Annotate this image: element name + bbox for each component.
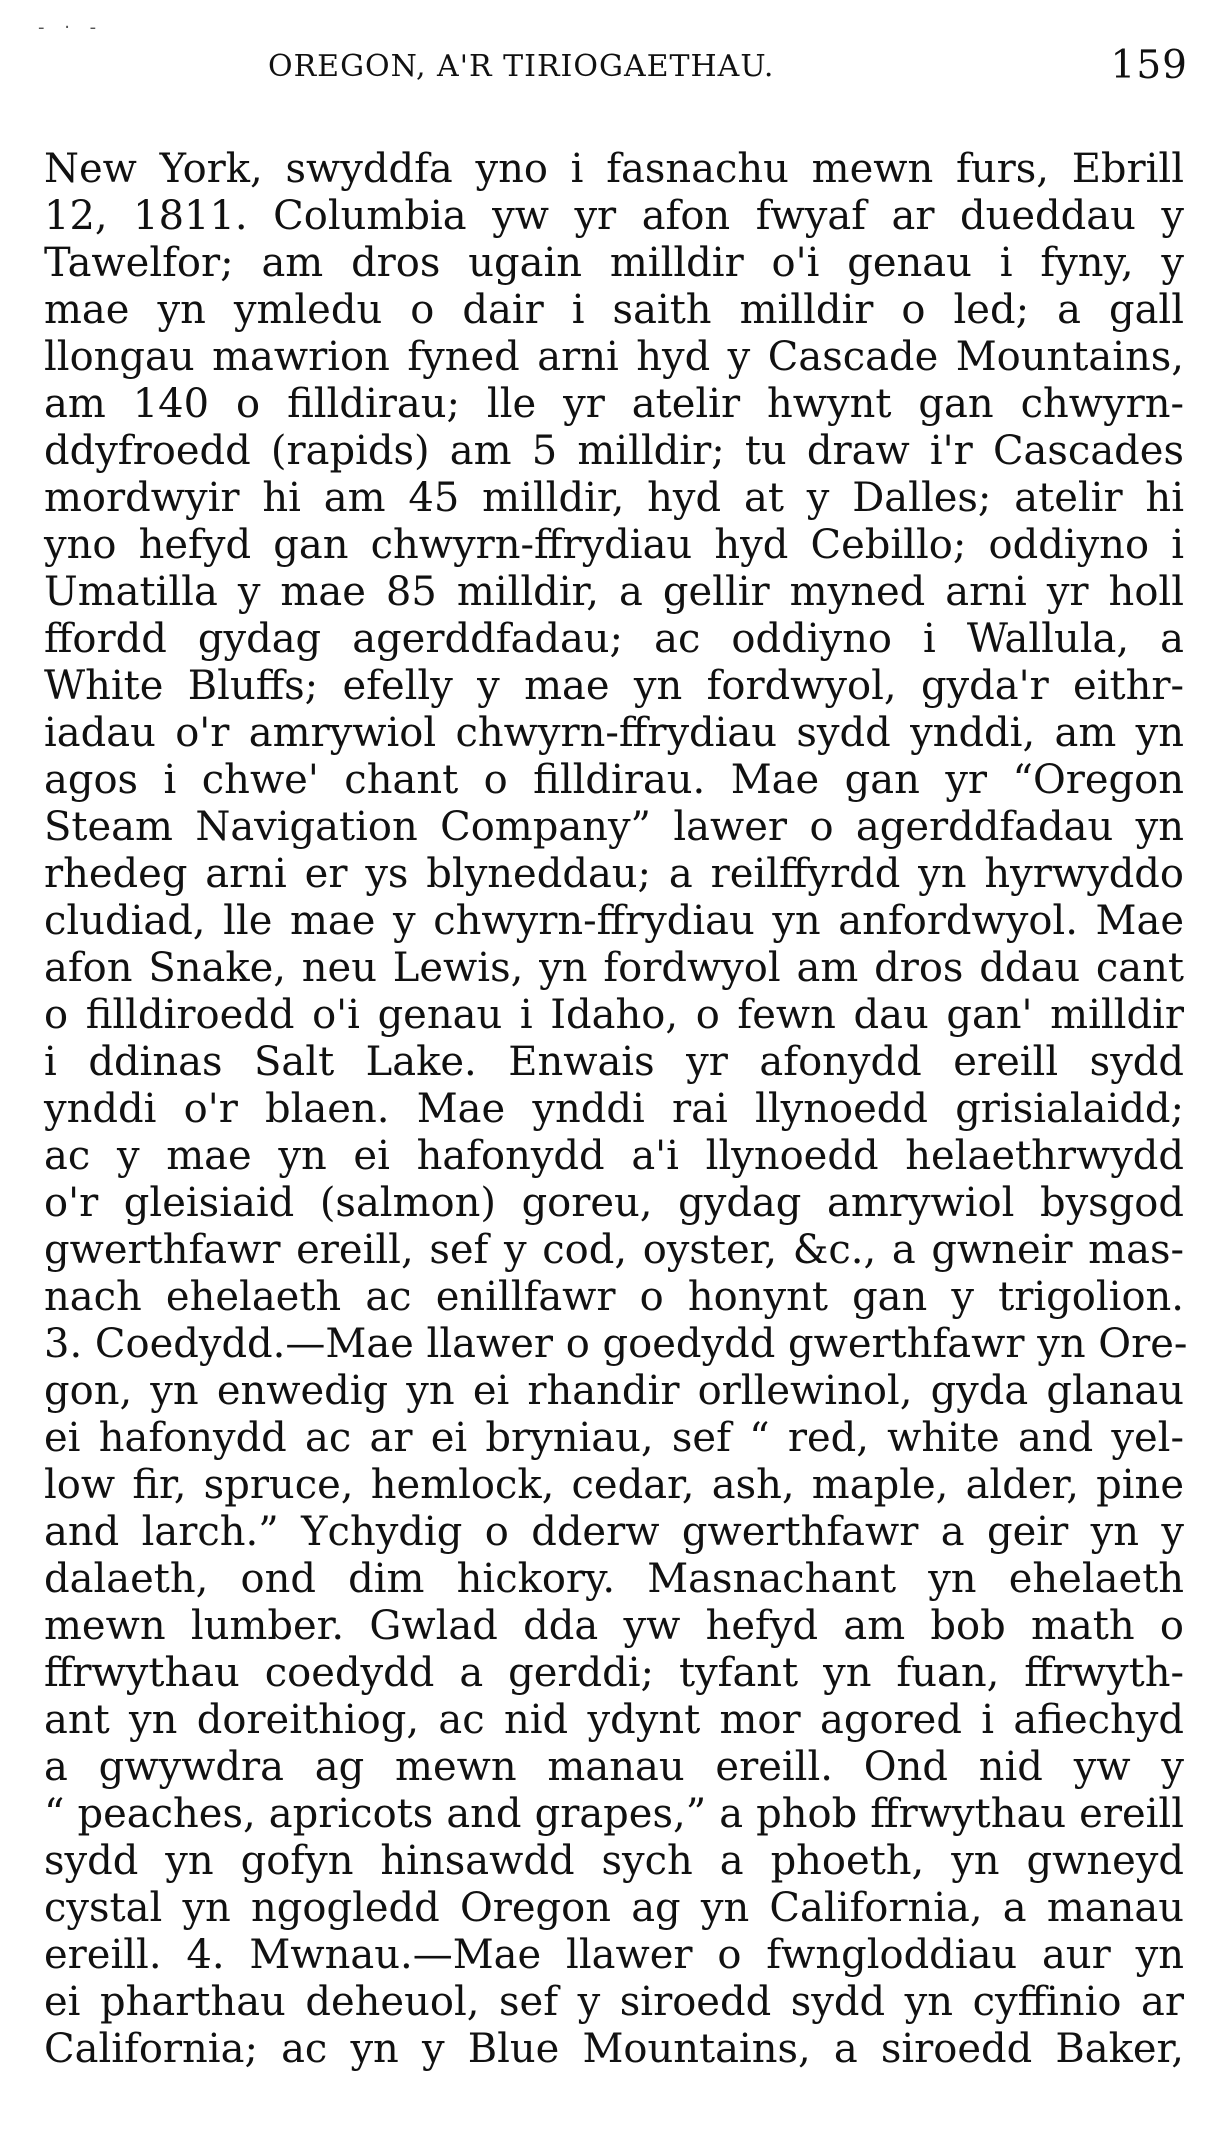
text-line: i ddinas Salt Lake. Enwais yr afonydd ereill sydd (44, 1039, 1184, 1085)
text-line: New York, swyddfa yno i fasnachu mewn furs, Ebrill (44, 146, 1184, 192)
text-line: White Bluffs; efelly y mae yn fordwyol, gyda'r eithr- (44, 663, 1184, 709)
text-line: 3. Coedydd.—Mae llawer o goedydd gwerthfawr yn Ore- (44, 1321, 1188, 1367)
text-line: ei pharthau deheuol, sef y siroedd sydd yn cyffinio ar (44, 1979, 1184, 2025)
text-line: low fir, spruce, hemlock, cedar, ash, maple, alder, pine (44, 1462, 1184, 1508)
text-line: California; ac yn y Blue Mountains, a siroedd Baker, (44, 2026, 1184, 2072)
text-line: cludiad, lle mae y chwyrn-ffrydiau yn anfordwyol. Mae (44, 898, 1184, 944)
text-line: ffrwythau coedydd a gerddi; tyfant yn fuan, ffrwyth- (44, 1650, 1184, 1696)
text-line: mordwyir hi am 45 milldir, hyd at y Dalles; atelir hi (44, 475, 1184, 521)
text-line: am 140 o filldirau; lle yr atelir hwynt gan chwyrn- (44, 381, 1184, 427)
page-fleck: - · - (38, 17, 104, 38)
running-head: OREGON, A'R TIRIOGAETHAU. (268, 49, 775, 84)
text-line: “ peaches, apricots and grapes,” a phob ffrwythau ereill (44, 1791, 1184, 1837)
text-line: ffordd gydag agerddfadau; ac oddiyno i Wallula, a (44, 616, 1184, 662)
text-line: cystal yn ngogledd Oregon ag yn California, a manau (44, 1885, 1184, 1931)
text-line: and larch.” Ychydig o dderw gwerthfawr a geir yn y (44, 1509, 1184, 1555)
text-line: 12, 1811. Columbia yw yr afon fwyaf ar dueddau y (44, 193, 1184, 239)
page-header (268, 43, 1188, 96)
page-number: 159 (1110, 43, 1188, 88)
text-line: ynddi o'r blaen. Mae ynddi rai llynoedd grisialaidd; (44, 1086, 1184, 1132)
text-line: yno hefyd gan chwyrn-ffrydiau hyd Cebillo; oddiyno i (44, 522, 1184, 568)
text-line: ac y mae yn ei hafonydd a'i llynoedd helaethrwydd (44, 1133, 1184, 1179)
body-text (44, 146, 1188, 2073)
text-line: gon, yn enwedig yn ei rhandir orllewinol, gyda glanau (44, 1368, 1184, 1414)
text-line: a gwywdra ag mewn manau ereill. Ond nid yw y (44, 1744, 1184, 1790)
text-line: llongau mawrion fyned arni hyd y Cascade Mountains, (44, 334, 1184, 380)
text-line: ant yn doreithiog, ac nid ydynt mor agored i afiechyd (44, 1697, 1184, 1743)
text-line: agos i chwe' chant o filldirau. Mae gan yr “Oregon (44, 757, 1184, 803)
text-line: afon Snake, neu Lewis, yn fordwyol am dros ddau cant (44, 945, 1184, 991)
text-line: sydd yn gofyn hinsawdd sych a phoeth, yn gwneyd (44, 1838, 1184, 1884)
text-line: gwerthfawr ereill, sef y cod, oyster, &c., a gwneir mas- (44, 1227, 1184, 1273)
text-line: iadau o'r amrywiol chwyrn-ffrydiau sydd ynddi, am yn (44, 710, 1184, 756)
text-line: mewn lumber. Gwlad dda yw hefyd am bob math o (44, 1603, 1184, 1649)
text-line: ddyfroedd (rapids) am 5 milldir; tu draw i'r Cascades (44, 428, 1184, 474)
text-line: Steam Navigation Company” lawer o agerddfadau yn (44, 804, 1184, 850)
text-line: o filldiroedd o'i genau i Idaho, o fewn dau gan' milldir (44, 992, 1184, 1038)
text-line: ei hafonydd ac ar ei bryniau, sef “ red, white and yel- (44, 1415, 1184, 1461)
text-line: o'r gleisiaid (salmon) goreu, gydag amrywiol bysgod (44, 1180, 1184, 1226)
text-line: ereill. 4. Mwnau.—Mae llawer o fwngloddiau aur yn (44, 1932, 1184, 1978)
text-line: Umatilla y mae 85 milldir, a gellir myned arni yr holl (44, 569, 1184, 615)
text-line: rhedeg arni er ys blyneddau; a reilffyrdd yn hyrwyddo (44, 851, 1184, 897)
text-line: Tawelfor; am dros ugain milldir o'i genau i fyny, y (44, 240, 1184, 286)
text-line: mae yn ymledu o dair i saith milldir o led; a gall (44, 287, 1184, 333)
text-line: dalaeth, ond dim hickory. Masnachant yn ehelaeth (44, 1556, 1184, 1602)
text-line: nach ehelaeth ac enillfawr o honynt gan y trigolion. (44, 1274, 1184, 1320)
